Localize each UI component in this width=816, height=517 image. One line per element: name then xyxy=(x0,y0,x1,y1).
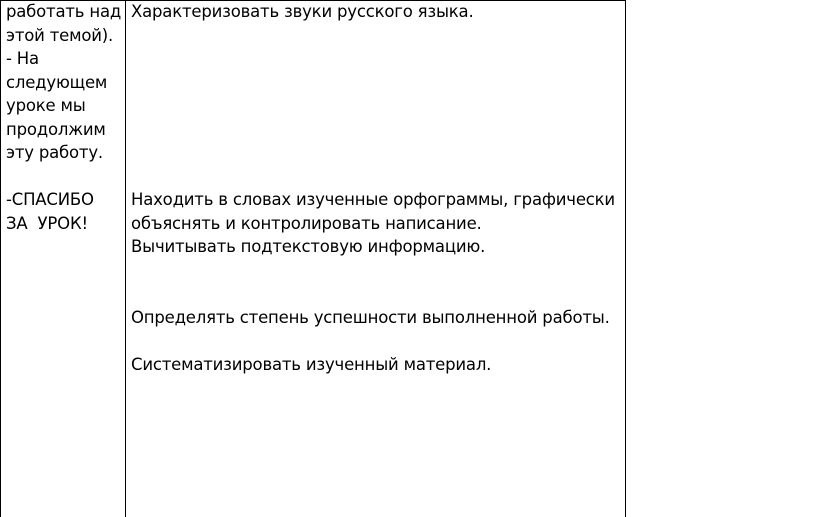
left-text-line xyxy=(6,165,122,189)
skill-characterize-sounds: Характеризовать звуки русского языка. xyxy=(131,2,474,21)
spacer xyxy=(131,24,621,189)
left-text-line: продолжим xyxy=(6,119,106,139)
left-text-line: следующем xyxy=(6,72,108,92)
skill-find-orthograms-cont: объяснять и контролировать написание. xyxy=(131,213,482,233)
left-text-line: этой темой). xyxy=(6,25,114,45)
left-text-line: -СПАСИБО xyxy=(6,190,94,209)
left-text-line: уроке мы xyxy=(6,96,86,115)
table-left-border xyxy=(0,0,1,517)
left-text-line: эту работу. xyxy=(6,143,103,162)
left-text-line: работать над xyxy=(6,2,122,21)
skill-find-orthograms: Находить в словах изученные орфограммы, графически xyxy=(131,190,615,209)
skill-assess-success: Определять степень успешности выполненной работы. xyxy=(131,307,610,327)
right-column-cell xyxy=(131,0,621,376)
spacer xyxy=(131,259,621,306)
table-right-border xyxy=(625,0,626,517)
spacer xyxy=(131,329,621,353)
left-text-line: ЗА УРОК! xyxy=(6,213,88,233)
skill-systematize: Систематизировать изученный материал. xyxy=(131,354,492,374)
column-divider xyxy=(125,0,126,517)
left-text-line: - На xyxy=(6,49,39,68)
left-column-cell xyxy=(6,0,122,235)
skill-read-subtext: Вычитывать подтекстовую информацию. xyxy=(131,237,486,256)
